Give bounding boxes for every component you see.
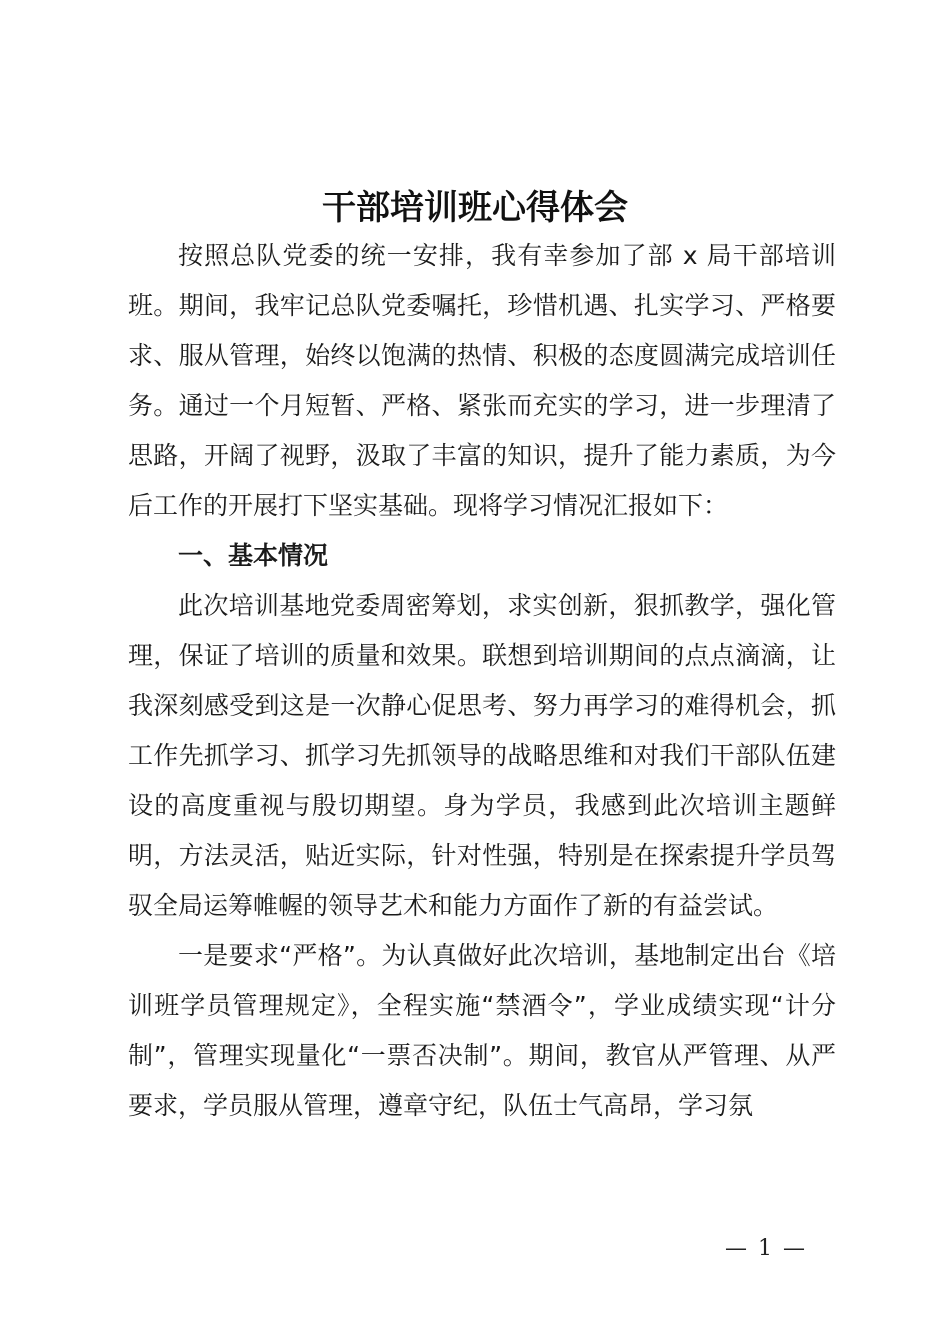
page-number: — 1 — bbox=[725, 1236, 807, 1261]
basic-situation-paragraph: 此次培训基地党委周密筹划，求实创新，狠抓教学，强化管理，保证了培训的质量和效果。联想到培训期间的点点滴滴，让我深刻感受到这是一次静心促思考、努力再学习的难得机会，抓工作先抓学习、抓学习先抓领导的战略思维和对我们干部队伍建设的高度重视与殷切期望。身为学员，我感到此次培训主题鲜明，方法灵活，贴近实际，针对性强，特别是在探索提升学员驾驭全局运筹帷幄的领导艺术和能力方面作了新的有益尝试。 bbox=[128, 591, 836, 920]
strict-requirements-paragraph: 一是要求“严格”。为认真做好此次培训，基地制定出台《培训班学员管理规定》，全程实施“禁酒令”，学业成绩实现“计分制”，管理实现量化“一票否决制”。期间，教官从严管理、从严要求，学员服从管理，遵章守纪，队伍士气高昂，学习氛 bbox=[128, 941, 836, 1120]
intro-paragraph: 按照总队党委的统一安排，我有幸参加了部 x 局干部培训班。期间，我牢记总队党委嘱托，珍惜机遇、扎实学习、严格要求、服从管理，始终以饱满的热情、积极的态度圆满完成培训任务。通过一个月短暂、严格、紧张而充实的学习，进一步理清了思路，开阔了视野，汲取了丰富的知识，提升了能力素质，为今后工作的开展打下坚实基础。现将学习情况汇报如下： bbox=[128, 241, 836, 520]
document-body bbox=[128, 231, 836, 1131]
document-title: 干部培训班心得体会 bbox=[322, 188, 628, 228]
section-heading-basic-situation: 一、基本情况 bbox=[178, 541, 329, 570]
